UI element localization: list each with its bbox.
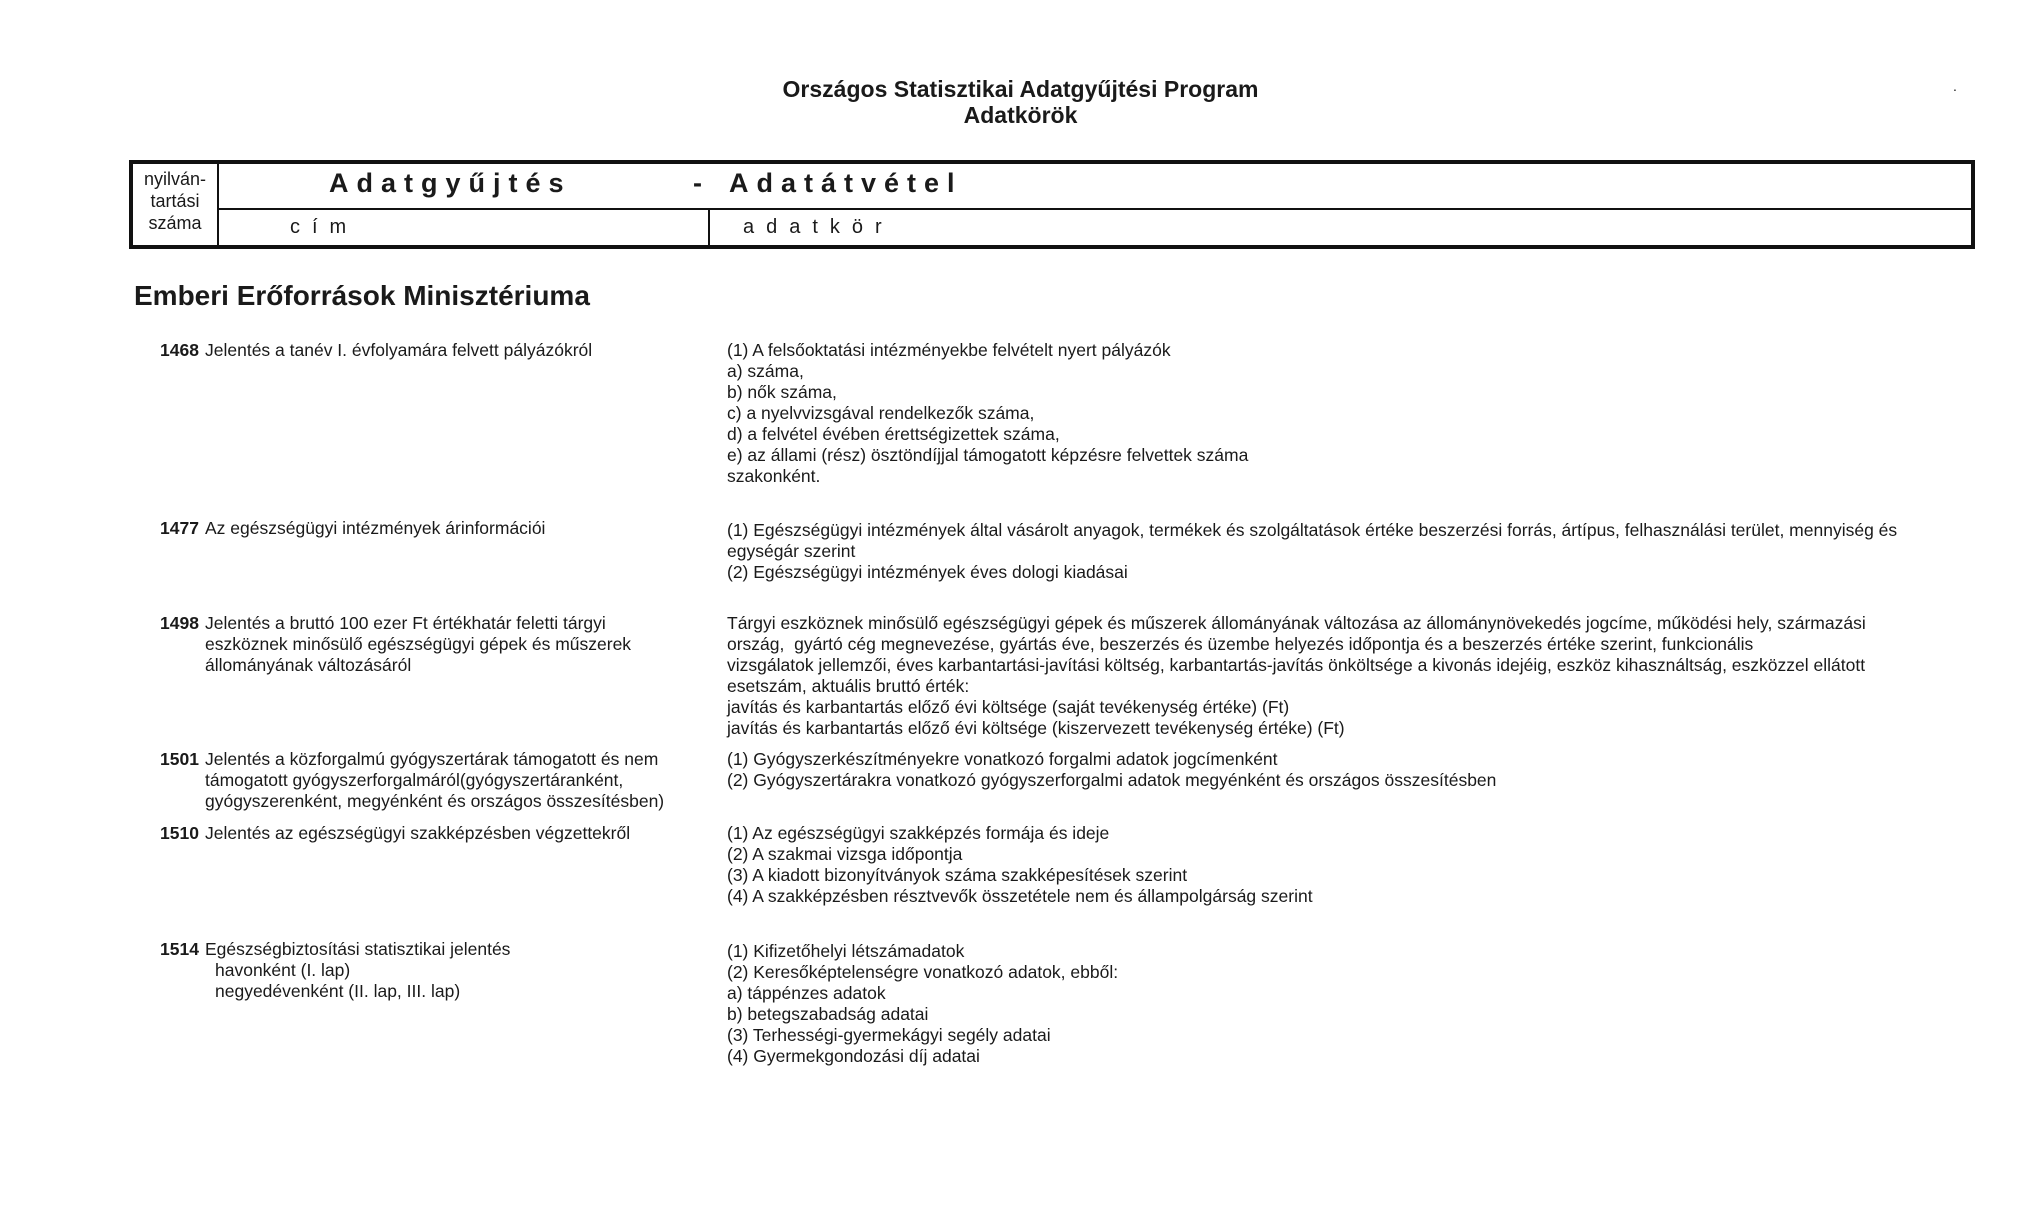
column-header-box	[129, 160, 1975, 249]
header-adatatvetel: Adatátvétel	[729, 168, 963, 198]
desc-line: b) nők száma,	[727, 382, 837, 402]
desc-line: b) betegszabadság adatai	[727, 1004, 929, 1024]
corner-mark: .	[1953, 78, 1957, 94]
entry-title	[205, 939, 725, 1002]
desc-line: ország, gyártó cég megnevezése, gyártás éve, beszerzés és üzembe helyezés időpontja és a beszerzés értéke szerint, funkcionális	[727, 634, 1754, 654]
title-line: eszköznek minősülő egészségügyi gépek és műszerek	[205, 634, 632, 654]
desc-line: c) a nyelvvizsgával rendelkezők száma,	[727, 403, 1035, 423]
header-label-line: nyilván-	[143, 169, 207, 189]
title-line: havonként (I. lap)	[215, 960, 351, 980]
desc-line: egységár szerint	[727, 541, 856, 561]
entry-description	[727, 823, 1977, 907]
desc-line: (1) Gyógyszerkészítményekre vonatkozó forgalmi adatok jogcímenként	[727, 749, 1278, 769]
entry-title	[205, 749, 725, 812]
desc-line: (1) Az egészségügyi szakképzés formája és ideje	[727, 823, 1110, 843]
entry-number: 1501	[160, 749, 199, 769]
desc-line: (4) Gyermekgondozási díj adatai	[727, 1046, 980, 1066]
desc-line: a) táppénzes adatok	[727, 983, 886, 1003]
desc-line: a) száma,	[727, 361, 804, 381]
desc-line: (2) Gyógyszertárakra vonatkozó gyógyszerforgalmi adatok megyénként és országos összesítésben	[727, 770, 1497, 790]
header-adatgyujtes: Adatgyűjtés	[329, 168, 572, 198]
entry-number: 1510	[160, 823, 199, 843]
title-line: támogatott gyógyszerforgalmáról(gyógyszertáranként,	[205, 770, 624, 790]
entry-description	[727, 613, 1977, 739]
entry-title	[205, 518, 725, 539]
page-title-block	[0, 76, 2041, 128]
page-subtitle: Adatkörök	[963, 102, 1078, 128]
entry-title	[205, 613, 725, 676]
desc-line: (1) Egészségügyi intézmények által vásárolt anyagok, termékek és szolgáltatások értéke beszerzési forrás, ártípus, felhasználási terület, mennyiség és	[727, 520, 1898, 540]
desc-line: (2) Keresőképtelenségre vonatkozó adatok, ebből:	[727, 962, 1119, 982]
header-divider-vertical	[708, 208, 710, 245]
title-line: Jelentés a bruttó 100 ezer Ft értékhatár feletti tárgyi	[205, 613, 606, 633]
entry-title	[205, 823, 725, 844]
desc-line: (2) Egészségügyi intézmények éves dologi kiadásai	[727, 562, 1128, 582]
header-divider-horizontal	[219, 208, 1971, 210]
desc-line: (3) Terhességi-gyermekágyi segély adatai	[727, 1025, 1051, 1045]
entry-description	[727, 520, 1977, 583]
entry-number: 1498	[160, 613, 199, 633]
desc-line: vizsgálatok jellemzői, éves karbantartási-javítási költség, karbantartás-javítás önköltsége a kivonás idejéig, eszköz kihasználtság, eszközzel ellátott	[727, 655, 1866, 675]
header-label-line: száma	[148, 213, 202, 233]
desc-line: javítás és karbantartás előző évi költsége (saját tevékenység értéke) (Ft)	[727, 697, 1290, 717]
entry-number: 1477	[160, 518, 199, 538]
title-line: állományának változásáról	[205, 655, 412, 675]
title-line: Jelentés az egészségügyi szakképzésben végzettekről	[205, 823, 631, 843]
entry-description	[727, 941, 1977, 1067]
title-line: Jelentés a tanév I. évfolyamára felvett pályázókról	[205, 340, 593, 360]
header-label-line: tartási	[150, 191, 200, 211]
title-line: Az egészségügyi intézmények árinformációi	[205, 518, 546, 538]
desc-line: e) az állami (rész) ösztöndíjjal támogatott képzésre felvettek száma	[727, 445, 1249, 465]
desc-line: (4) A szakképzésben résztvevők összetétele nem és állampolgárság szerint	[727, 886, 1313, 906]
entry-number: 1468	[160, 340, 199, 360]
desc-line: Tárgyi eszköznek minősülő egészségügyi gépek és műszerek állományának változása az állománynövekedés jogcíme, működési hely, származási	[727, 613, 1866, 633]
desc-line: esetszám, aktuális bruttó érték:	[727, 676, 970, 696]
header-dash: -	[693, 168, 710, 198]
entry-number: 1514	[160, 939, 199, 959]
title-line: negyedévenként (II. lap, III. lap)	[215, 981, 461, 1001]
desc-line: javítás és karbantartás előző évi költsége (kiszervezett tevékenység értéke) (Ft)	[727, 718, 1345, 738]
header-cim: cím	[290, 216, 359, 238]
desc-line: (3) A kiadott bizonyítványok száma szakképesítések szerint	[727, 865, 1188, 885]
title-line: Jelentés a közforgalmú gyógyszertárak támogatott és nem	[205, 749, 659, 769]
entry-description	[727, 340, 1977, 487]
title-line: Egészségbiztosítási statisztikai jelentés	[205, 939, 511, 959]
entry-title	[205, 340, 725, 361]
desc-line: (1) Kifizetőhelyi létszámadatok	[727, 941, 965, 961]
desc-line: d) a felvétel évében érettségizettek száma,	[727, 424, 1060, 444]
desc-line: (2) A szakmai vizsga időpontja	[727, 844, 963, 864]
title-line: gyógyszerenként, megyénként és országos összesítésben)	[205, 791, 665, 811]
registration-number-header	[133, 164, 219, 245]
page-title: Országos Statisztikai Adatgyűjtési Program	[782, 76, 1259, 102]
desc-line: szakonként.	[727, 466, 821, 486]
header-adatkor: adatkör	[743, 216, 894, 238]
desc-line: (1) A felsőoktatási intézményekbe felvételt nyert pályázók	[727, 340, 1171, 360]
entry-description	[727, 749, 1977, 791]
ministry-heading: Emberi Erőforrások Minisztériuma	[134, 280, 590, 311]
